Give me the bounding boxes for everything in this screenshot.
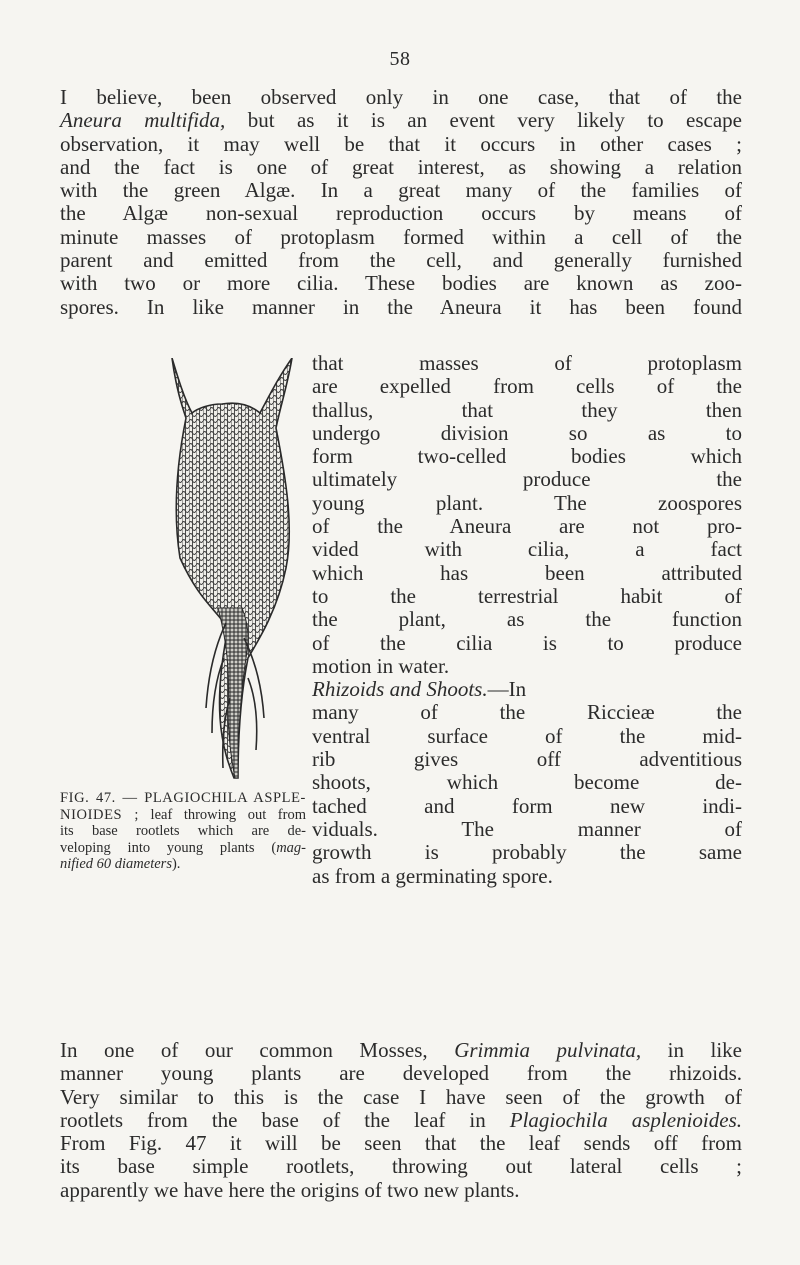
text-line: young plant. The zoospores bbox=[312, 490, 742, 515]
text-line: rootlets from the base of the leaf in Plagiochila asplenioides. bbox=[60, 1107, 742, 1132]
figure-caption bbox=[60, 790, 306, 873]
text-line: of the cilia is to produce bbox=[312, 630, 742, 655]
text-line: minute masses of protoplasm formed within a cell of the bbox=[60, 224, 742, 249]
text-line: Very similar to this is the case I have seen of the growth of bbox=[60, 1084, 742, 1109]
plagiochila-leaf-drawing bbox=[168, 358, 296, 780]
caption-line: its base rootlets which are de- bbox=[60, 823, 306, 839]
text-line: undergo division so as to bbox=[312, 420, 742, 445]
text-line: observation, it may well be that it occurs in other cases ; bbox=[60, 131, 742, 156]
caption-line: FIG. 47. — PLAGIOCHILA ASPLE- bbox=[60, 790, 306, 806]
text-line: manner young plants are developed from the rhizoids. bbox=[60, 1061, 742, 1086]
caption-line: veloping into young plants (mag- bbox=[60, 839, 306, 856]
text-line: the plant, as the function bbox=[312, 607, 742, 632]
text-line: In one of our common Mosses, Grimmia pulvinata, in like bbox=[60, 1038, 742, 1062]
text-line: its base simple rootlets, throwing out lateral cells ; bbox=[60, 1154, 742, 1179]
bottom-paragraph bbox=[60, 1039, 742, 1202]
text-line: many of the Riccieæ the bbox=[312, 700, 742, 725]
text-line: I believe, been observed only in one case, that of the bbox=[60, 85, 742, 109]
caption-line: nified 60 diameters). bbox=[60, 856, 181, 872]
text-line: motion in water. bbox=[312, 653, 450, 678]
text-line: the Algæ non-sexual reproduction occurs by means of bbox=[60, 201, 742, 226]
text-line: and the fact is one of great interest, as showing a relation bbox=[60, 154, 742, 179]
figure-47-illustration bbox=[168, 358, 296, 780]
text-line: vided with cilia, a fact bbox=[312, 537, 742, 562]
top-paragraph bbox=[60, 86, 742, 319]
section-heading-line: Rhizoids and Shoots.—In bbox=[312, 677, 527, 702]
text-line: viduals. The manner of bbox=[312, 816, 742, 841]
text-line: thallus, that they then bbox=[312, 397, 742, 422]
right-column-text bbox=[312, 352, 742, 888]
section-heading: Rhizoids and Shoots. bbox=[312, 677, 488, 702]
text-line: with the green Algæ. In a great many of the families of bbox=[60, 178, 742, 203]
text-line: of the Aneura are not pro- bbox=[312, 514, 742, 539]
text-line: to the terrestrial habit of bbox=[312, 583, 742, 608]
text-line: spores. In like manner in the Aneura it has been found bbox=[60, 294, 742, 319]
species-name: Plagiochila asplenioides. bbox=[509, 1107, 742, 1132]
text-line: rib gives off adventitious bbox=[312, 747, 742, 772]
text-line: ultimately produce the bbox=[312, 467, 742, 492]
page-number: 58 bbox=[389, 48, 411, 70]
text-line: parent and emitted from the cell, and generally furnished bbox=[60, 248, 742, 273]
text-line: From Fig. 47 it will be seen that the leaf sends off from bbox=[60, 1131, 742, 1156]
text-line: ventral surface of the mid- bbox=[312, 723, 742, 748]
text-line: Aneura multifida, but as it is an event very likely to escape bbox=[60, 108, 743, 133]
text-line: tached and form new indi- bbox=[312, 793, 742, 818]
text-line: shoots, which become de- bbox=[312, 770, 742, 795]
text-line: apparently we have here the origins of two new plants. bbox=[60, 1177, 520, 1202]
text-line: as from a germinating spore. bbox=[312, 863, 553, 888]
text-line: growth is probably the same bbox=[312, 840, 742, 865]
caption-line: NIOIDES ; leaf throwing out from bbox=[60, 806, 306, 823]
text-line: which has been attributed bbox=[312, 560, 742, 585]
species-name: Aneura multifida, bbox=[60, 108, 226, 133]
text-line: with two or more cilia. These bodies are known as zoo- bbox=[60, 271, 742, 296]
text-line: are expelled from cells of the bbox=[312, 374, 742, 399]
text-line: form two-celled bodies which bbox=[312, 444, 742, 469]
text-line: that masses of protoplasm bbox=[312, 351, 742, 375]
species-name: Grimmia pulvinata, bbox=[454, 1038, 642, 1062]
